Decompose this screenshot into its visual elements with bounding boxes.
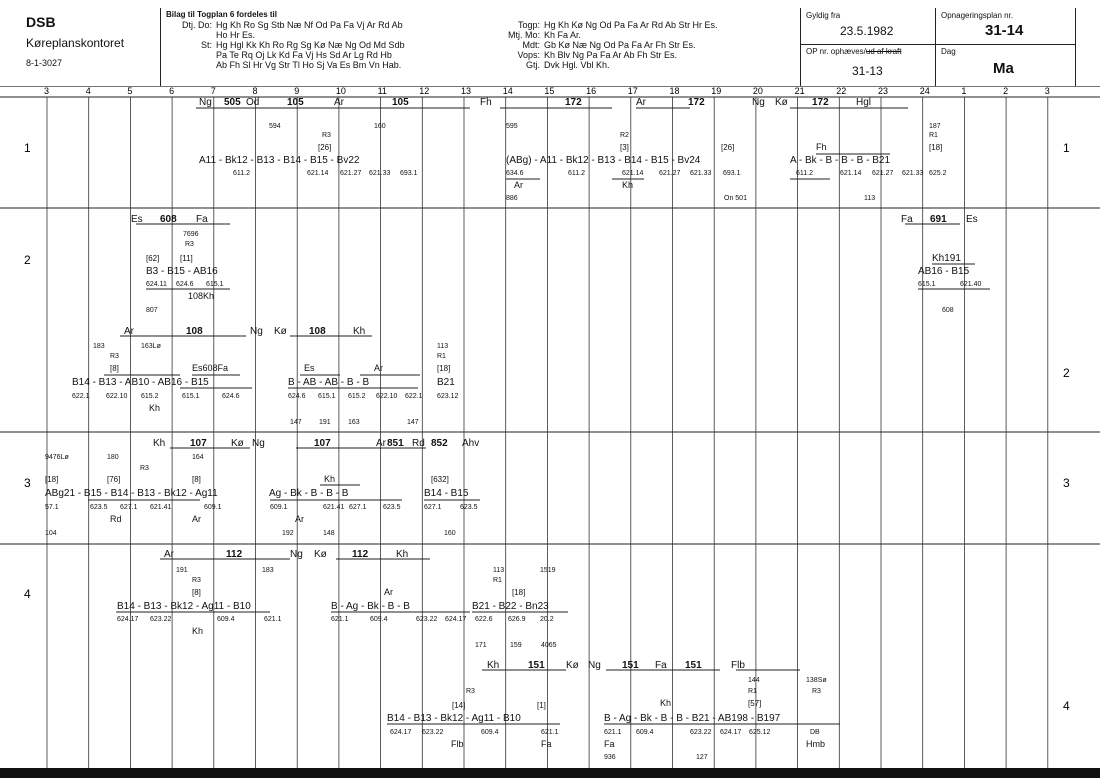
- timetable-text: [8]: [192, 588, 201, 597]
- timetable-text: A - Bk - B - B - B - B21: [790, 155, 891, 166]
- timetable-text: 615.1: [918, 281, 936, 288]
- timetable-text: 622.1: [72, 393, 90, 400]
- timetable-text: [18]: [437, 364, 451, 373]
- timetable-text: 615.1: [206, 281, 224, 288]
- left-value-2: Hg Hgl Kk Kh Ro Rg Sg Kø Næ Ng Od Md Sdb: [216, 40, 405, 50]
- timetable-text: 621.1: [331, 616, 349, 623]
- timetable-text: 627.1: [120, 504, 138, 511]
- hour-label: 24: [919, 86, 930, 96]
- timetable-text: R1: [929, 132, 938, 139]
- timetable-text: 108Kh: [188, 291, 215, 301]
- timetable-text: Fa: [196, 214, 208, 225]
- timetable-text: 159: [510, 642, 522, 649]
- timetable-text: 621.1: [541, 729, 559, 736]
- timetable-text: 624.17: [390, 729, 412, 736]
- timetable-text: [8]: [192, 475, 201, 484]
- timetable-text: R3: [192, 577, 201, 584]
- right-value-0: Hg Kh Kø Ng Od Pa Fa Ar Rd Ab Str Hr Es.: [544, 20, 718, 30]
- row-label-left: 4: [24, 587, 31, 601]
- timetable-text: 108: [186, 326, 203, 337]
- timetable-text: 113: [864, 195, 876, 202]
- timetable-text: [1]: [537, 701, 546, 710]
- timetable-text: Ng: [290, 549, 303, 560]
- timetable-text: [26]: [721, 143, 735, 152]
- timetable-text: Kh191: [932, 253, 961, 264]
- timetable-text: Kø: [274, 326, 287, 337]
- timetable-text: 621.14: [840, 170, 862, 177]
- timetable-text: R3: [322, 132, 331, 139]
- hour-label: 14: [502, 86, 513, 96]
- timetable-text: 693.1: [400, 170, 418, 177]
- right-label-0: Togp:: [517, 20, 540, 30]
- timetable-text: 621.14: [307, 170, 329, 177]
- timetable-text: Ng: [252, 438, 265, 449]
- timetable-text: [18]: [929, 143, 943, 152]
- hour-label: 12: [419, 86, 430, 96]
- hour-label: 3: [1044, 86, 1050, 96]
- timetable-text: [14]: [452, 701, 466, 710]
- right-value-2: Gb Kø Næ Ng Od Pa Fa Ar Fh Str Es.: [544, 40, 696, 50]
- timetable-text: 609.4: [636, 729, 654, 736]
- timetable-text: 191: [176, 567, 188, 574]
- hour-label: 8: [252, 86, 258, 96]
- timetable-text: 622.1: [405, 393, 423, 400]
- timetable-text: Kh: [149, 403, 161, 413]
- left-value-0: Hg Kh Ro Sg Stb Næ Nf Od Pa Fa Vj Ar Rd Ab: [216, 20, 403, 30]
- timetable-text: 611.2: [796, 170, 813, 177]
- timetable-text: Ar: [384, 587, 393, 597]
- timetable-text: 105: [392, 97, 409, 108]
- timetable-text: 852: [431, 438, 448, 449]
- timetable-text: Ng: [250, 326, 263, 337]
- timetable-text: 621.27: [659, 170, 681, 177]
- timetable-text: R1: [437, 353, 446, 360]
- row-label-right: 2: [1063, 366, 1070, 380]
- document-code: 8-1-3027: [26, 58, 63, 68]
- timetable-text: 621.14: [622, 170, 644, 177]
- timetable-text: [18]: [512, 588, 526, 597]
- timetable-text: 623.5: [460, 504, 478, 511]
- op-value: 31-13: [852, 64, 883, 78]
- hour-label: 21: [794, 86, 805, 96]
- timetable-text: 113: [437, 343, 449, 350]
- timetable-text: R3: [140, 465, 149, 472]
- timetable-text: 172: [812, 97, 829, 108]
- hour-label: 19: [711, 86, 722, 96]
- timetable-text: 693.1: [723, 170, 741, 177]
- timetable-text: 127: [696, 754, 708, 761]
- left-value-4: Ab Fh Sl Hr Vg Str Tl Ho Sj Va Es Bm Vn Hab.: [216, 60, 402, 70]
- timetable-text: 623.22: [690, 729, 712, 736]
- timetable-text: 112: [226, 549, 243, 560]
- timetable-text: 107: [190, 438, 207, 449]
- timetable-text: 151: [622, 660, 639, 671]
- gyldig-label: Gyldig fra: [806, 11, 841, 20]
- timetable-text: Ar: [514, 180, 523, 190]
- hour-label: 11: [377, 86, 387, 96]
- hour-label: 4: [85, 86, 91, 96]
- gyldig-value: 23.5.1982: [840, 24, 894, 38]
- timetable-text: 20.2: [540, 616, 554, 623]
- timetable-text: Fh: [816, 142, 827, 152]
- timetable-text: [18]: [45, 475, 59, 484]
- timetable-text: Ar: [374, 363, 383, 373]
- timetable-text: Fa: [541, 739, 552, 749]
- right-label-3: Vops:: [517, 50, 540, 60]
- timetable-text: 144: [748, 677, 760, 684]
- timetable-text: 609.1: [270, 504, 288, 511]
- timetable-text: [57]: [748, 699, 762, 708]
- timetable-text: 611.2: [568, 170, 585, 177]
- timetable-text: Rd: [412, 438, 425, 449]
- timetable-text: Kø: [566, 660, 579, 671]
- hour-label: 17: [627, 86, 638, 96]
- timetable-text: R3: [812, 688, 821, 695]
- timetable-text: 886: [506, 195, 518, 202]
- timetable-text: B14 - B13 - Bk12 - Ag11 - B10: [117, 601, 251, 612]
- op-label: OP nr. ophæves/ud af kraft: [806, 47, 902, 56]
- header-distribution-block: [160, 8, 801, 86]
- timetable-text: Kh: [396, 549, 409, 560]
- timetable-text: AB16 - B15: [918, 266, 970, 277]
- timetable-text: [26]: [318, 143, 332, 152]
- timetable-text: 624.17: [117, 616, 139, 623]
- bilag-label: Bilag til Togplan 6 fordeles til: [166, 10, 277, 19]
- timetable-text: 621.1: [604, 729, 622, 736]
- timetable-text: 160: [444, 530, 456, 537]
- timetable-text: B14 - B13 - Bk12 - Ag11 - B10: [387, 713, 521, 724]
- hour-label: 7: [210, 86, 216, 96]
- timetable-text: 627.1: [424, 504, 442, 511]
- timetable-text: Ng: [199, 97, 212, 108]
- hour-label: 16: [586, 86, 597, 96]
- timetable-text: Ar: [124, 326, 134, 337]
- timetable-text: 608: [942, 307, 954, 314]
- timetable-text: Kh: [622, 180, 634, 190]
- timetable-text: Ar: [164, 549, 174, 560]
- timetable-text: 611.2: [233, 170, 250, 177]
- office-name: Køreplanskontoret: [26, 36, 125, 50]
- timetable-text: 104: [45, 530, 57, 537]
- timetable-text: Kh: [324, 474, 336, 484]
- left-label-2: St:: [200, 40, 212, 50]
- timetable-text: Flb: [731, 660, 745, 671]
- timetable-text: 138Sø: [806, 677, 827, 684]
- timetable-text: 192: [282, 530, 294, 537]
- timetable-text: On 501: [724, 195, 747, 202]
- timetable-text: Kh: [153, 438, 166, 449]
- timetable-text: 624.6: [176, 281, 194, 288]
- hour-label: 10: [335, 86, 346, 96]
- timetable-text: B - Ag - Bk - B - B - B21 - AB198 - B197: [604, 713, 781, 724]
- timetable-text: B14 - B15: [424, 488, 469, 499]
- timetable-text: 623.22: [150, 616, 172, 623]
- timetable-text: Ar: [192, 514, 201, 524]
- org-name: DSB: [26, 14, 56, 30]
- timetable-text: Kh: [192, 626, 204, 636]
- right-label-1: Mtj. Mo:: [507, 30, 540, 40]
- scan-edge: [0, 768, 1100, 778]
- timetable-text: 57.1: [45, 504, 59, 511]
- timetable-text: 623.5: [383, 504, 401, 511]
- timetable-text: 171: [475, 642, 487, 649]
- timetable-text: 151: [685, 660, 702, 671]
- timetable-text: [76]: [107, 475, 121, 484]
- timetable-text: 180: [107, 454, 119, 461]
- plan-value: 31-14: [985, 22, 1024, 39]
- timetable-text: R2: [620, 132, 629, 139]
- timetable-text: 609.1: [204, 504, 222, 511]
- timetable-text: 623.12: [437, 393, 459, 400]
- hour-label: 23: [878, 86, 889, 96]
- timetable-text: Ng: [752, 97, 765, 108]
- timetable-text: Od: [246, 97, 260, 108]
- timetable-text: 113: [493, 567, 505, 574]
- right-label-2: Mdt:: [522, 40, 540, 50]
- timetable-text: 621.40: [960, 281, 982, 288]
- timetable-text: 625.2: [929, 170, 947, 177]
- row-label-left: 1: [24, 141, 31, 155]
- timetable-text: Ng: [588, 660, 601, 671]
- timetable-text: 609.4: [217, 616, 235, 623]
- hour-label: 20: [752, 86, 763, 96]
- timetable-text: Flb: [451, 739, 464, 749]
- right-label-4: Gtj.: [525, 60, 540, 70]
- timetable-text: 624.17: [720, 729, 742, 736]
- dag-label: Dag: [941, 47, 956, 56]
- hour-label: 6: [169, 86, 175, 96]
- timetable-text: 624.11: [146, 281, 167, 288]
- timetable-text: [632]: [431, 475, 449, 484]
- timetable-text: [11]: [180, 254, 193, 263]
- timetable-text: R3: [466, 688, 475, 695]
- hour-label: 22: [836, 86, 847, 96]
- row-label-right: 4: [1063, 699, 1070, 713]
- timetable-text: 108: [309, 326, 326, 337]
- timetable-grid: [0, 86, 1100, 778]
- timetable-text: 107: [314, 438, 331, 449]
- timetable-text: 621.41: [323, 504, 345, 511]
- plan-label: Opnageringsplan nr.: [941, 11, 1014, 20]
- timetable-text: 621.33: [690, 170, 712, 177]
- timetable-text: 615.2: [141, 393, 159, 400]
- timetable-text: Kø: [314, 549, 327, 560]
- timetable-text: 621.27: [340, 170, 362, 177]
- timetable-text: Es: [131, 214, 143, 225]
- timetable-text: 147: [290, 419, 302, 426]
- timetable-text: Ar: [334, 97, 344, 108]
- timetable-text: 163: [348, 419, 360, 426]
- timetable-text: R1: [493, 577, 502, 584]
- hour-label: 3: [44, 86, 50, 96]
- timetable-text: 191: [319, 419, 331, 426]
- timetable-text: Kh: [660, 698, 672, 708]
- timetable-text: 621.33: [902, 170, 924, 177]
- timetable-text: Fa: [901, 214, 913, 225]
- timetable-text: 623.5: [90, 504, 108, 511]
- timetable-text: B21 - B22 - Bn23: [472, 601, 549, 612]
- timetable-text: 151: [528, 660, 545, 671]
- timetable-text: 148: [323, 530, 335, 537]
- timetable-text: 622.10: [106, 393, 128, 400]
- timetable-text: 615.1: [182, 393, 200, 400]
- timetable-text: Hgl: [856, 97, 872, 108]
- timetable-text: 9476Lø: [45, 454, 69, 461]
- timetable-text: 622.6: [475, 616, 493, 623]
- timetable-text: Es608Fa: [192, 363, 229, 373]
- timetable-text: 621.33: [369, 170, 391, 177]
- row-label-right: 1: [1063, 141, 1070, 155]
- header-plan-block: [935, 8, 1076, 86]
- left-value-3: Pa Te Rq Oj Lk Kd Fa Vj Hs Sd Ar Lg Rd Hb: [216, 50, 392, 60]
- timetable-text: 183: [262, 567, 274, 574]
- timetable-text: 624.17: [445, 616, 467, 623]
- row-label-left: 3: [24, 476, 31, 490]
- timetable-text: 609.4: [370, 616, 388, 623]
- hour-label: 18: [669, 86, 680, 96]
- timetable-text: Fa: [604, 739, 615, 749]
- timetable-text: 624.6: [288, 393, 306, 400]
- timetable-text: 615.1: [318, 393, 336, 400]
- timetable-text: Kh: [353, 326, 366, 337]
- hour-label: 15: [544, 86, 555, 96]
- timetable-text: B3 - B15 - AB16: [146, 266, 218, 277]
- timetable-text: (ABg) - A11 - Bk12 - B13 - B14 - B15 - Bv24: [506, 155, 701, 166]
- right-value-1: Kh Fa Ar.: [544, 30, 582, 40]
- timetable-text: Kø: [775, 97, 788, 108]
- header-validity-block: [800, 8, 936, 86]
- timetable-text: 594: [269, 123, 281, 130]
- timetable-text: 147: [407, 419, 419, 426]
- timetable-text: 609.4: [481, 729, 499, 736]
- timetable-text: 112: [352, 549, 369, 560]
- timetable-text: 621.27: [872, 170, 894, 177]
- timetable-text: [8]: [110, 364, 119, 373]
- timetable-text: Kø: [231, 438, 244, 449]
- timetable-text: ABg21 - B15 - B14 - B13 - Bk12 - Ag11: [45, 488, 218, 499]
- timetable-text: 105: [287, 97, 304, 108]
- timetable-text: [62]: [146, 254, 160, 263]
- timetable-text: Fa: [655, 660, 667, 671]
- timetable-text: 172: [688, 97, 705, 108]
- hour-label: 2: [1003, 86, 1009, 96]
- timetable-text: B - Ag - Bk - B - B: [331, 601, 410, 612]
- timetable-text: A11 - Bk12 - B13 - B14 - B15 - Bv22: [199, 155, 360, 166]
- timetable-text: B21: [437, 377, 455, 388]
- hour-label: 5: [127, 86, 133, 96]
- timetable-text: 183: [93, 343, 105, 350]
- timetable-text: Ar: [636, 97, 646, 108]
- timetable-text: 851: [387, 438, 404, 449]
- timetable-text: 626.9: [508, 616, 526, 623]
- timetable-text: 624.6: [222, 393, 240, 400]
- timetable-text: 505: [224, 97, 241, 108]
- timetable-text: B14 - B13 - AB10 - AB16 - B15: [72, 377, 209, 388]
- timetable-text: Kh: [487, 660, 500, 671]
- right-value-4: Dvk Hgl. Vbl Kh.: [544, 60, 610, 70]
- timetable-text: 615.2: [348, 393, 366, 400]
- dag-value: Ma: [993, 60, 1014, 77]
- timetable-text: B - AB - AB - B - B: [288, 377, 370, 388]
- timetable-text: Hmb: [806, 739, 826, 749]
- timetable-text: Ar: [295, 514, 304, 524]
- timetable-text: Fh: [480, 97, 492, 108]
- row-label-left: 2: [24, 253, 31, 267]
- timetable-text: Ahv: [462, 438, 480, 449]
- row-label-right: 3: [1063, 476, 1070, 490]
- left-value-1: Ho Hr Es.: [216, 30, 256, 40]
- timetable-text: 622.10: [376, 393, 398, 400]
- timetable-text: 634.6: [506, 170, 524, 177]
- timetable-text: 623.22: [416, 616, 438, 623]
- timetable-text: 164: [192, 454, 204, 461]
- timetable-text: 623.22: [422, 729, 444, 736]
- timetable-text: R3: [110, 353, 119, 360]
- timetable-text: 187: [929, 123, 941, 130]
- timetable-text: [3]: [620, 143, 629, 152]
- left-label-0: Dtj. Do:: [181, 20, 212, 30]
- header-org-block: [24, 8, 161, 86]
- timetable-text: 172: [565, 97, 582, 108]
- timetable-text: 608: [160, 214, 177, 225]
- timetable-text: R1: [748, 688, 757, 695]
- right-value-3: Kh Blv Ng Pa Fa Ar Ab Fh Str Es.: [544, 50, 678, 60]
- timetable-text: 163Lø: [141, 343, 161, 350]
- hour-label: 9: [294, 86, 300, 96]
- timetable-text: Es: [966, 214, 978, 225]
- timetable-text: 1519: [540, 567, 556, 574]
- timetable-text: DB: [810, 729, 820, 736]
- timetable-text: 4065: [541, 642, 557, 649]
- timetable-text: Rd: [110, 514, 122, 524]
- timetable-text: 627.1: [349, 504, 367, 511]
- timetable-text: 595: [506, 123, 518, 130]
- timetable-text: R3: [185, 241, 194, 248]
- timetable-text: 621.41: [150, 504, 172, 511]
- timetable-text: Ar: [376, 438, 386, 449]
- timetable-text: 621.1: [264, 616, 282, 623]
- hour-label: 1: [961, 86, 967, 96]
- timetable-text: 936: [604, 754, 616, 761]
- hour-label: 13: [461, 86, 472, 96]
- timetable-text: 691: [930, 214, 947, 225]
- timetable-text: 7696: [183, 231, 199, 238]
- timetable-text: Es: [304, 363, 315, 373]
- timetable-text: Ag - Bk - B - B - B: [269, 488, 349, 499]
- timetable-text: 807: [146, 307, 158, 314]
- timetable-text: 160: [374, 123, 386, 130]
- timetable-text: 625.12: [749, 729, 771, 736]
